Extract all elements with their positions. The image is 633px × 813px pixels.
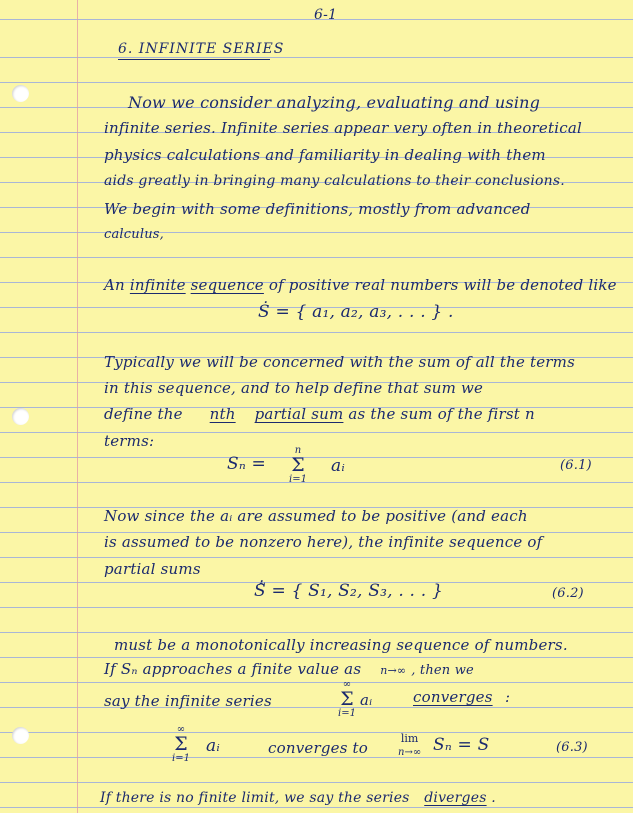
heading-underline: [118, 59, 270, 60]
divergence-period: .: [491, 790, 496, 806]
lim-word: lim: [400, 732, 419, 745]
sigma-symbol: Σ: [340, 688, 354, 710]
sequence-formula: Ṡ = { a₁, a₂, a₃, . . . } .: [258, 302, 454, 322]
eq-6-2-formula: Ṡ̃ = { S₁, S₂, S₃, . . . }: [254, 581, 443, 601]
sum-upper-limit: ∞: [342, 679, 352, 690]
sequence-def-rest: of positive real numbers will be denoted like: [268, 276, 617, 294]
eq-number-6-3: (6.3): [556, 740, 588, 755]
intro-line-2: infinite series. Infinite series appear very often in theoretical: [104, 119, 582, 137]
section-heading: 6. INFINITE SERIES: [118, 41, 285, 57]
sum-lower-limit: i=1: [172, 753, 190, 764]
partial-sum-line-1: Typically we will be concerned with the sum of all the terms: [104, 353, 576, 371]
colon: :: [505, 688, 511, 706]
monotonic-line-3: partial sums: [104, 560, 201, 578]
term-nth: nth: [209, 405, 236, 423]
sum-lower-limit: i=1: [289, 474, 307, 485]
partial-sum-line-3-a: define the: [104, 405, 183, 423]
sum-lower-limit: i=1: [338, 708, 356, 719]
monotonic-line-1: Now since the aᵢ are assumed to be positive (and each: [104, 507, 528, 525]
partial-sum-line-3: [104, 407, 535, 422]
intro-line-1: Now we consider analyzing, evaluating and using: [128, 93, 541, 112]
eq-number-6-2: (6.2): [552, 586, 584, 601]
eq-6-3-rhs: Sₙ = S: [433, 735, 490, 755]
monotonic-line-6: say the infinite series: [104, 692, 272, 710]
limit-notation: n→∞: [380, 664, 407, 677]
margin-line: [77, 0, 78, 813]
sequence-definition: [104, 278, 617, 293]
intro-line-3: physics calculations and familiarity in dealing with them: [104, 146, 546, 164]
intro-line-5: We begin with some definitions, mostly from advanced: [104, 200, 531, 218]
eq-6-1-summation: [289, 446, 307, 485]
lim-under: n→∞: [398, 747, 422, 758]
partial-sum-line-3-b: as the sum of the first n: [348, 405, 535, 423]
sum-upper-limit: ∞: [176, 724, 186, 735]
sum-upper-limit: n: [294, 445, 302, 456]
term-partial-sum: partial sum: [254, 405, 344, 423]
term-infinite: infinite: [129, 276, 186, 294]
term-converges: converges: [413, 688, 493, 706]
sigma-symbol: Σ: [174, 733, 188, 755]
eq-6-1-lhs: Sₙ =: [227, 454, 266, 474]
binder-hole: [12, 85, 29, 102]
term-sequence: sequence: [190, 276, 264, 294]
sequence-prefix: An: [104, 276, 125, 294]
monotonic-line-5-a: If Sₙ approaches a finite value as: [104, 660, 362, 678]
sigma-symbol: Σ: [291, 454, 305, 476]
eq-6-3-summation: [172, 725, 190, 764]
partial-sum-line-4: terms:: [104, 432, 155, 450]
monotonic-line-5-b: , then we: [411, 663, 474, 678]
binder-hole: [12, 727, 29, 744]
binder-hole: [12, 408, 29, 425]
intro-line-4: aids greatly in bringing many calculations to their conclusions.: [104, 173, 565, 189]
series-term-inline: aᵢ: [360, 691, 373, 709]
series-summation-inline: [338, 680, 356, 719]
term-diverges: diverges: [424, 790, 487, 806]
eq-number-6-1: (6.1): [560, 458, 592, 473]
converges-to: converges to: [268, 739, 369, 757]
page-number: 6-1: [314, 7, 338, 23]
limit-operator: [398, 733, 421, 758]
monotonic-line-4: must be a monotonically increasing sequence of numbers.: [114, 636, 568, 654]
intro-line-6: calculus,: [104, 227, 164, 242]
monotonic-line-2: is assumed to be nonzero here), the infinite sequence of: [104, 533, 543, 551]
divergence-line: [100, 791, 496, 805]
eq-6-3-term: aᵢ: [206, 736, 220, 756]
divergence-text: If there is no finite limit, we say the series: [100, 790, 410, 806]
monotonic-line-5: [104, 662, 474, 677]
partial-sum-line-2: in this sequence, and to help define that sum we: [104, 379, 484, 397]
eq-6-1-term: aᵢ: [331, 456, 345, 476]
